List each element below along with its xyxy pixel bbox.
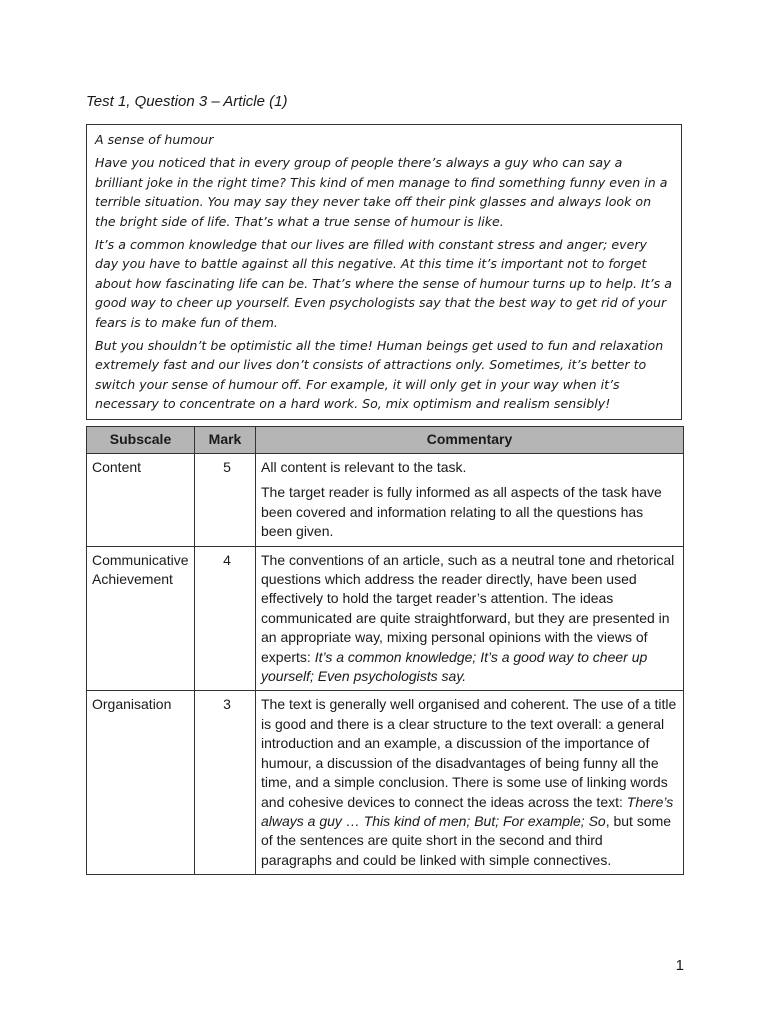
commentary-paragraph: The target reader is fully informed as all aspects of the task have been covered and information relating to all the questions has been given.	[261, 484, 662, 540]
commentary-quote: It’s a common knowledge; It’s a good way to cheer up yourself; Even psychologists say.	[261, 648, 648, 685]
subscale-cell	[87, 691, 195, 875]
subscale-cell	[87, 454, 195, 547]
header-subscale: Subscale	[87, 427, 195, 454]
commentary-paragraph	[261, 551, 677, 687]
article-box	[86, 124, 682, 420]
table-row	[87, 691, 684, 875]
commentary-quote: There’s always a guy … This kind of men; But; For example; So	[261, 793, 674, 829]
commentary-cell	[256, 454, 684, 547]
subscale-achievement: Achievement	[92, 571, 173, 588]
commentary-cell	[256, 691, 684, 875]
page-heading: Test 1, Question 3 – Article (1)	[86, 93, 288, 110]
header-commentary: Commentary	[256, 427, 684, 454]
table-header-row	[87, 427, 684, 454]
article-paragraph-3: But you shouldn’t be optimistic all the time! Human beings get used to fun and relaxation extremely fast and our lives don’t consists of attractions only. Sometimes, it’s better to switch your sense of humour off. For example, it will only get in your way when it’s necessary to concentrate on a hard work. So, mix optimism and realism sensibly!	[95, 338, 664, 412]
table-row	[87, 546, 684, 691]
subscale-content: Content	[92, 459, 142, 475]
mark-cell: 4	[195, 546, 256, 691]
commentary-text: The text is generally well organised and coherent. The use of a title is good and there is a clear structure to the text overall: a general introduction and an example, a discussion of the importance of humour, a discussion of the disadvantages of being funny all the time, and a simple conclusion. There is some use of linking words and cohesive devices to connect the ideas across the text:	[261, 696, 677, 810]
commentary-text: The conventions of an article, such as a neutral tone and rhetorical questions which address the reader directly, have been used effectively to hold the target reader’s attention. The ideas communicated are quite straightforward, but they are presented in an appropriate way, mixing personal opinions with the views of experts:	[261, 551, 675, 665]
article-paragraph-1: Have you noticed that in every group of people there’s always a guy who can say a brilliant joke in the right time? This kind of men manage to find something funny even in a terrible situation. You may say they never take off their pink glasses and always look on the bright side of life. That’s what a true sense of humour is like.	[95, 155, 668, 229]
header-mark: Mark	[195, 427, 256, 454]
page-number: 1	[675, 957, 684, 974]
commentary-paragraph	[261, 695, 677, 870]
commentary-paragraph: All content is relevant to the task.	[261, 459, 467, 475]
assessment-table	[86, 426, 684, 875]
subscale-cell	[87, 546, 195, 691]
mark-cell: 3	[195, 691, 256, 875]
subscale-organisation: Organisation	[92, 696, 172, 713]
article-title: A sense of humour	[95, 132, 214, 147]
table-row	[87, 454, 684, 547]
commentary-cell	[256, 546, 684, 691]
subscale-communicative: Communicative	[92, 551, 189, 568]
article-paragraph-2: It’s a common knowledge that our lives are filled with constant stress and anger; every day you have to battle against all this negative. At this time it’s important not to forget about how fascinating life can be. That’s where the sense of humour turns up to help. It’s a good way to cheer up yourself. Even psychologists say that the best way to get rid of your fears is to make fun of them.	[95, 237, 672, 330]
mark-cell: 5	[195, 454, 256, 547]
commentary-text-after: , but some of the sentences are quite short in the second and third paragraphs and could be linked with simple connectives.	[261, 812, 672, 868]
